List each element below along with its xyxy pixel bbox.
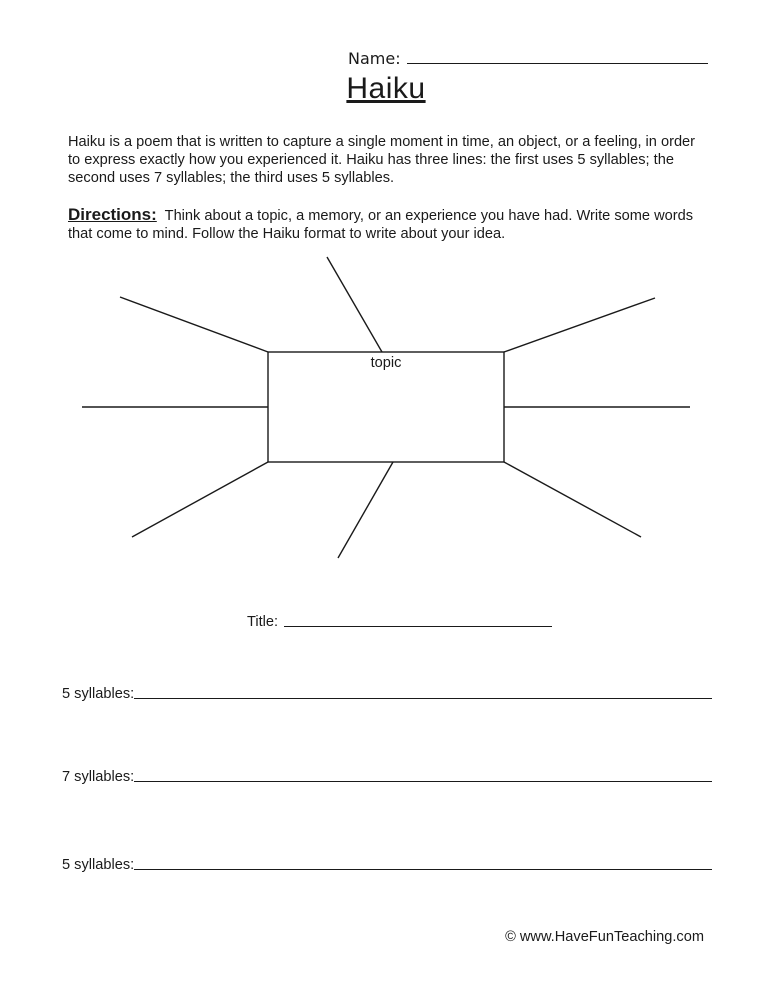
spoke-bottom[interactable] (338, 462, 393, 558)
page-title: Haiku (346, 72, 426, 105)
intro-paragraph: Haiku is a poem that is written to capture a single moment in time, an object, or a feeling, in order to express exactly how you experienced it. Haiku has three lines: the first uses 5 syllables; the second uses 7 syllables; the third uses 5 syllables. (68, 134, 696, 186)
directions-label: Directions: (68, 205, 157, 224)
spoke-upper-right[interactable] (504, 298, 655, 352)
syllable-label: 5 syllables: (62, 686, 135, 702)
spoke-upper-left[interactable] (120, 297, 268, 352)
syllable-write-line[interactable] (134, 869, 712, 870)
spoke-lower-right[interactable] (504, 462, 641, 537)
name-label: Name: (348, 49, 401, 68)
topic-label: topic (370, 355, 402, 371)
syllable-label: 5 syllables: (62, 857, 135, 873)
syllable-line-3[interactable] (62, 853, 712, 873)
spoke-lower-left[interactable] (132, 462, 268, 537)
syllable-write-line[interactable] (134, 698, 712, 699)
syllable-line-2[interactable] (62, 765, 712, 785)
copyright-footer[interactable]: © www.HaveFunTeaching.com (505, 929, 704, 945)
syllable-label: 7 syllables: (62, 769, 135, 785)
title-field[interactable] (247, 610, 567, 630)
title-line[interactable] (284, 626, 552, 627)
title-label: Title: (247, 614, 279, 630)
spoke-top[interactable] (327, 257, 382, 352)
syllable-write-line[interactable] (134, 781, 712, 782)
syllable-line-1[interactable] (62, 682, 712, 702)
directions-text: Think about a topic, a memory, or an experience you have had. Write some words that come to mind. Follow the Haiku format to write about your idea. (68, 208, 693, 242)
